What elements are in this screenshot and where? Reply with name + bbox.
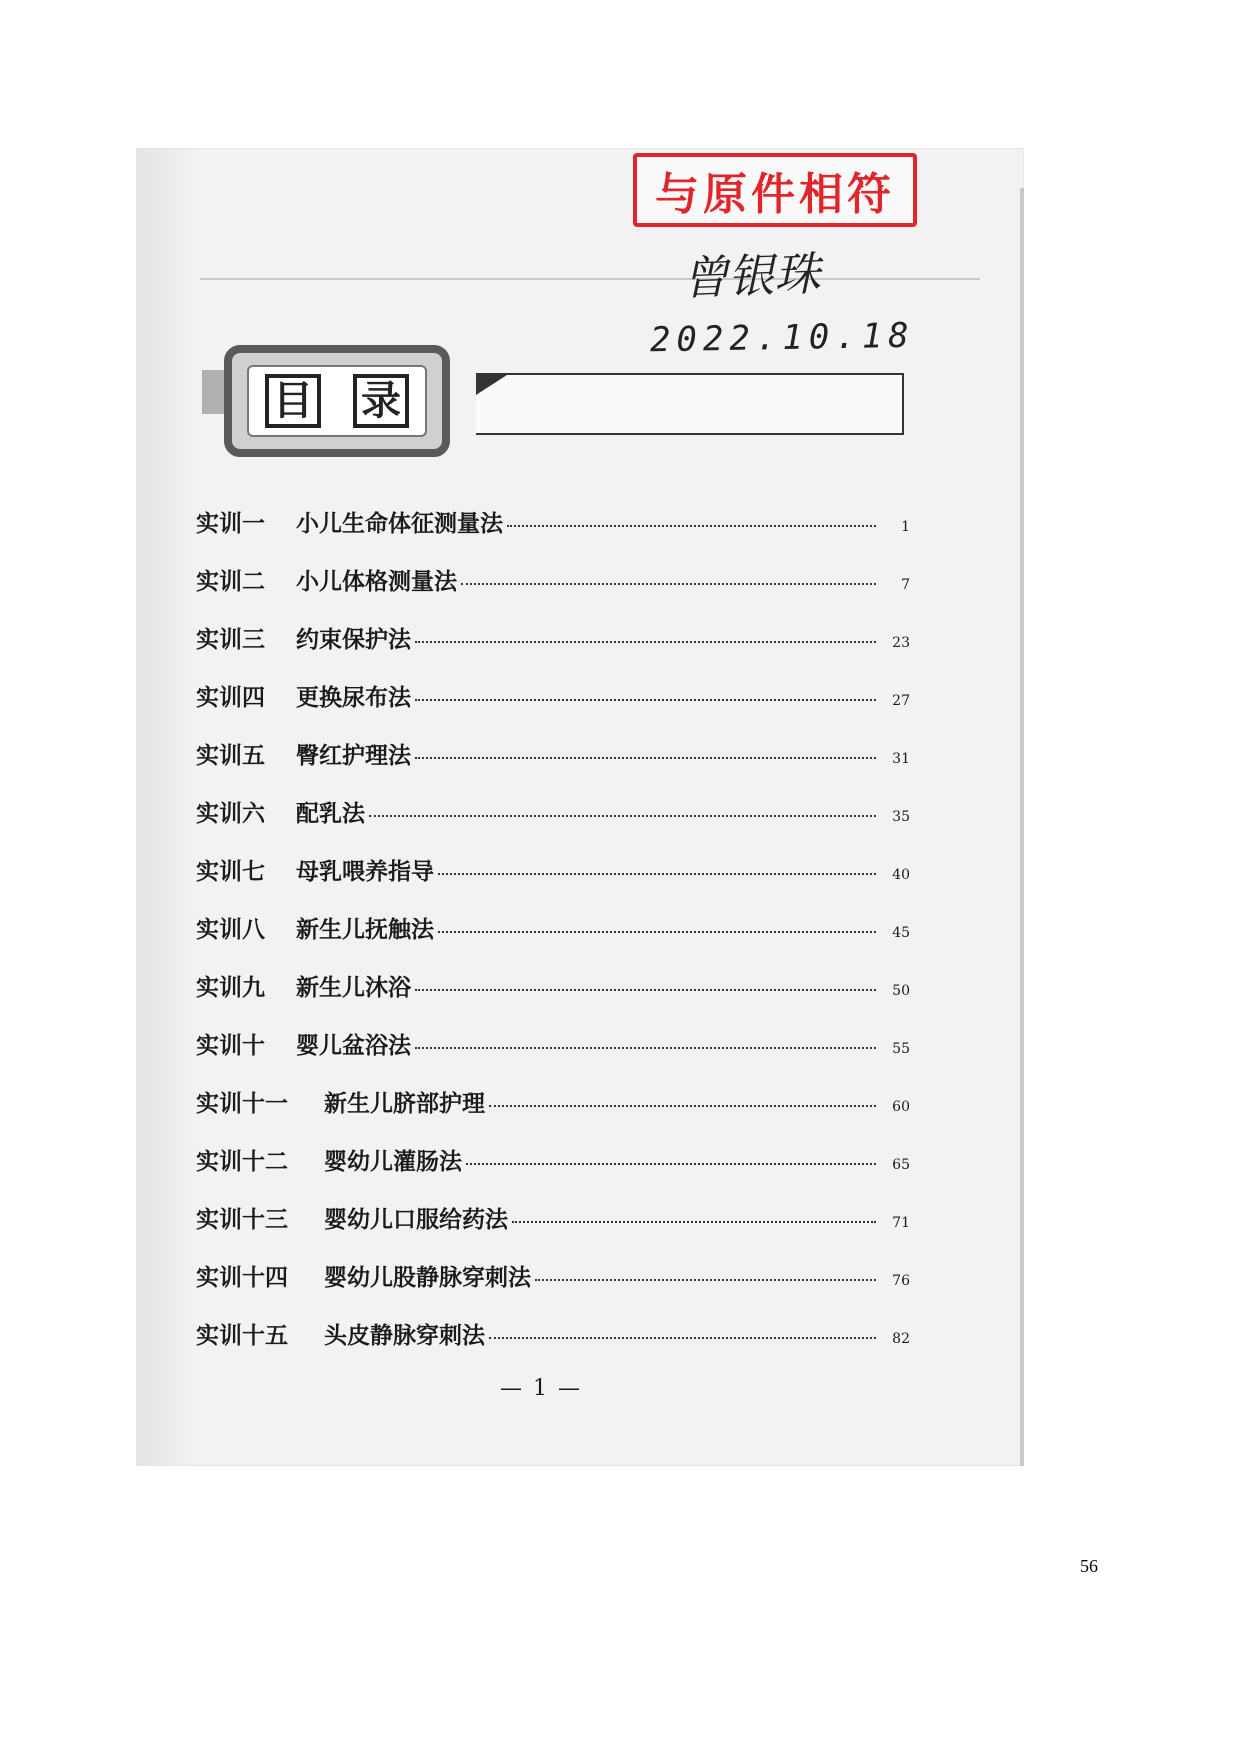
toc-entry-page: 1 <box>901 519 910 535</box>
toc-entry-number: 实训六 <box>196 800 265 827</box>
toc-header-badge <box>224 345 450 457</box>
toc-entry-number: 实训七 <box>196 858 265 885</box>
toc-entry-number: 实训十 <box>196 1032 265 1059</box>
toc-leader-dots <box>512 1221 876 1223</box>
table-of-contents <box>196 505 910 1375</box>
document-page-number: 56 <box>1080 1556 1098 1576</box>
toc-entry-number: 实训十五 <box>196 1322 288 1349</box>
toc-leader-dots <box>369 815 876 817</box>
toc-leader-dots <box>438 873 876 875</box>
handwritten-signature: 曾银珠 <box>681 246 822 306</box>
toc-entry-number: 实训八 <box>196 916 265 943</box>
toc-entry-page: 55 <box>892 1041 910 1057</box>
toc-entry-title: 婴儿盆浴法 <box>296 1032 411 1059</box>
toc-leader-dots <box>415 989 876 991</box>
toc-entry[interactable] <box>196 621 910 679</box>
toc-entry[interactable] <box>196 1027 910 1085</box>
toc-entry[interactable] <box>196 969 910 1027</box>
toc-leader-dots <box>466 1163 876 1165</box>
toc-header-char-1: 目 <box>265 374 321 428</box>
certification-stamp <box>633 153 917 227</box>
handwritten-date: 2022.10.18 <box>649 315 916 361</box>
toc-leader-dots <box>489 1105 876 1107</box>
toc-leader-dots <box>415 757 876 759</box>
toc-entry-page: 31 <box>892 751 910 767</box>
toc-entry[interactable] <box>196 853 910 911</box>
toc-entry-number: 实训二 <box>196 568 265 595</box>
toc-entry-title: 配乳法 <box>296 800 365 827</box>
toc-entry[interactable] <box>196 911 910 969</box>
toc-entry-page: 71 <box>892 1215 910 1231</box>
toc-entry[interactable] <box>196 795 910 853</box>
toc-entry[interactable] <box>196 505 910 563</box>
toc-leader-dots <box>415 1047 876 1049</box>
toc-header-inner <box>247 365 427 437</box>
toc-entry-title: 婴幼儿口服给药法 <box>324 1206 508 1233</box>
toc-leader-dots <box>438 931 876 933</box>
toc-entry-number: 实训十四 <box>196 1264 288 1291</box>
toc-leader-dots <box>461 583 876 585</box>
toc-entry-title: 更换尿布法 <box>296 684 411 711</box>
toc-entry-page: 27 <box>892 693 910 709</box>
toc-header-notch <box>476 373 510 395</box>
toc-entry-number: 实训一 <box>196 510 265 537</box>
toc-entry-title: 婴幼儿股静脉穿刺法 <box>324 1264 531 1291</box>
toc-entry[interactable] <box>196 1143 910 1201</box>
toc-entry-number: 实训十二 <box>196 1148 288 1175</box>
book-page-number: — 1 — <box>500 1376 582 1401</box>
toc-entry-title: 头皮静脉穿刺法 <box>324 1322 485 1349</box>
toc-entry-page: 76 <box>892 1273 910 1289</box>
toc-entry-page: 50 <box>892 983 910 999</box>
toc-entry-page: 23 <box>892 635 910 651</box>
toc-entry[interactable] <box>196 1317 910 1375</box>
toc-entry-page: 65 <box>892 1157 910 1173</box>
toc-leader-dots <box>415 641 876 643</box>
toc-entry-page: 40 <box>892 867 910 883</box>
toc-header-char-2: 录 <box>353 374 409 428</box>
toc-entry-title: 约束保护法 <box>296 626 411 653</box>
toc-entry-page: 7 <box>901 577 910 593</box>
stamp-text: 与原件相符 <box>655 169 895 220</box>
scan-edge <box>1020 188 1024 1466</box>
toc-entry-title: 臀红护理法 <box>296 742 411 769</box>
toc-entry-title: 小儿体格测量法 <box>296 568 457 595</box>
toc-entry-number: 实训四 <box>196 684 265 711</box>
toc-entry-number: 实训九 <box>196 974 265 1001</box>
toc-leader-dots <box>489 1337 876 1339</box>
toc-entry[interactable] <box>196 1085 910 1143</box>
toc-entry-number: 实训三 <box>196 626 265 653</box>
toc-entry-number: 实训五 <box>196 742 265 769</box>
toc-entry[interactable] <box>196 1201 910 1259</box>
toc-entry-title: 新生儿脐部护理 <box>324 1090 485 1117</box>
toc-entry-title: 小儿生命体征测量法 <box>296 510 503 537</box>
header-left-tab <box>202 370 224 414</box>
toc-entry-title: 母乳喂养指导 <box>296 858 434 885</box>
toc-entry[interactable] <box>196 563 910 621</box>
toc-entry[interactable] <box>196 737 910 795</box>
toc-entry-number: 实训十一 <box>196 1090 288 1117</box>
toc-entry-page: 82 <box>892 1331 910 1347</box>
toc-entry-title: 新生儿沐浴 <box>296 974 411 1001</box>
toc-header-bar <box>476 373 904 435</box>
toc-entry[interactable] <box>196 1259 910 1317</box>
toc-leader-dots <box>535 1279 876 1281</box>
toc-entry-page: 35 <box>892 809 910 825</box>
toc-leader-dots <box>415 699 876 701</box>
toc-entry-number: 实训十三 <box>196 1206 288 1233</box>
toc-entry-page: 45 <box>892 925 910 941</box>
scan-shadow <box>136 148 196 1466</box>
toc-leader-dots <box>507 525 876 527</box>
toc-entry-title: 婴幼儿灌肠法 <box>324 1148 462 1175</box>
toc-entry-page: 60 <box>892 1099 910 1115</box>
bleed-through-rule <box>200 278 980 280</box>
toc-entry-title: 新生儿抚触法 <box>296 916 434 943</box>
toc-entry[interactable] <box>196 679 910 737</box>
